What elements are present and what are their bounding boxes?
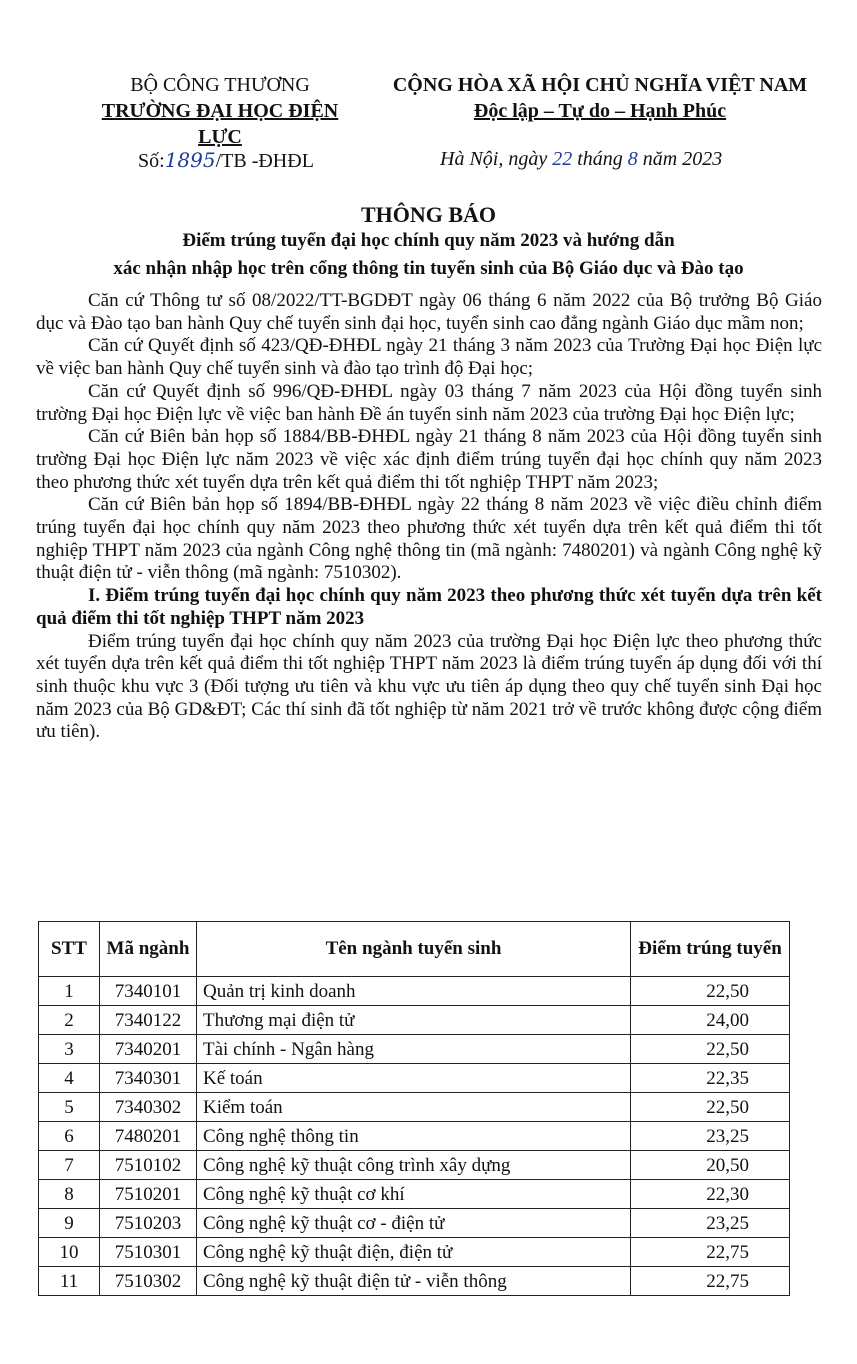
notice-body: [36, 290, 822, 744]
column-header: Mã ngành: [100, 922, 197, 977]
handwritten-day: 22: [552, 148, 573, 170]
national-heading: [360, 72, 840, 124]
issuer-block: [80, 72, 360, 150]
paragraph: Điểm trúng tuyển đại học chính quy năm 2023 của trường Đại học Điện lực theo phương thức xét tuyển dựa trên kết quả điểm thi tốt nghiệp THPT năm 2023 là điểm trúng tuyển áp dụng đối với thí sinh thuộc khu vực 3 (Đối tượng ưu tiên và khu vực ưu tiên áp dụng theo quy chế tuyển sinh Đại học năm 2023 của Bộ GD&ĐT; Các thí sinh đã tốt nghiệp từ năm 2021 trở về trước không được cộng điểm ưu tiên).: [36, 630, 822, 743]
notice-subtitle-line2: xác nhận nhập học trên cổng thông tin tuyển sinh của Bộ Giáo dục và Đào tạo: [113, 258, 744, 279]
table-row: 1 7340101 Quản trị kinh doanh 22,50: [39, 977, 790, 1006]
admission-scores-table: [38, 921, 790, 1296]
ministry-name: BỘ CÔNG THƯƠNG: [130, 74, 310, 96]
handwritten-month: 8: [627, 148, 638, 170]
table-header-row: [39, 922, 790, 977]
notice-title: THÔNG BÁO: [360, 202, 497, 227]
table-row: 5 7340302 Kiểm toán 22,50: [39, 1093, 790, 1122]
column-header: Điểm trúng tuyển: [631, 922, 790, 977]
table-row: 7 7510102 Công nghệ kỹ thuật công trình xây dựng 20,50: [39, 1151, 790, 1180]
table-row: 3 7340201 Tài chính - Ngân hàng 22,50: [39, 1035, 790, 1064]
section-heading: I. Điểm trúng tuyển đại học chính quy năm 2023 theo phương thức xét tuyển dựa trên kết quả điểm thi tốt nghiệp THPT năm 2023: [36, 585, 822, 629]
handwritten-number: 1895: [164, 148, 216, 172]
notice-subtitle-line1: Điểm trúng tuyển đại học chính quy năm 2023 và hướng dẫn: [182, 230, 675, 251]
paragraph: Căn cứ Biên bản họp số 1884/BB-ĐHĐL ngày 21 tháng 8 năm 2023 của Hội đồng tuyển sinh trường Đại học Điện lực năm 2023 về việc xác định điểm trúng tuyển đại học chính quy năm 2023 theo phương thức xét tuyển dựa trên kết quả điểm thi tốt nghiệp THPT năm 2023;: [36, 426, 822, 493]
motto: Độc lập – Tự do – Hạnh Phúc: [473, 100, 727, 122]
paragraph: Căn cứ Quyết định số 423/QĐ-ĐHĐL ngày 21 tháng 3 năm 2023 của Trường Đại học Điện lực về việc ban hành Quy chế tuyển sinh và đào tạo trình độ Đại học;: [36, 335, 822, 380]
country-name: CỘNG HÒA XÃ HỘI CHỦ NGHĨA VIỆT NAM: [392, 74, 808, 96]
table-row: 9 7510203 Công nghệ kỹ thuật cơ - điện tử 23,25: [39, 1209, 790, 1238]
table-row: 6 7480201 Công nghệ thông tin 23,25: [39, 1122, 790, 1151]
paragraph: Căn cứ Biên bản họp số 1894/BB-ĐHĐL ngày 22 tháng 8 năm 2023 về việc điều chỉnh điểm trúng tuyển đại học chính quy năm 2023 theo phương thức xét tuyển dựa trên kết quả điểm thi tốt nghiệp THPT năm 2023 của ngành Công nghệ thông tin (mã ngành: 7480201) và ngành Công nghệ kỹ thuật điện tử - viễn thông (mã ngành: 7510302).: [36, 494, 822, 584]
school-name: TRƯỜNG ĐẠI HỌC ĐIỆN LỰC: [101, 100, 339, 148]
column-header: STT: [39, 922, 100, 977]
table-row: 4 7340301 Kế toán 22,35: [39, 1064, 790, 1093]
document-number: Số:1895/TB -ĐHĐL: [138, 148, 314, 172]
table-row: 2 7340122 Thương mại điện tử 24,00: [39, 1006, 790, 1035]
table-row: 10 7510301 Công nghệ kỹ thuật điện, điện tử 22,75: [39, 1238, 790, 1267]
column-header: Tên ngành tuyển sinh: [197, 922, 631, 977]
paragraph: Căn cứ Thông tư số 08/2022/TT-BGDĐT ngày 06 tháng 6 năm 2022 của Bộ trưởng Bộ Giáo dục và Đào tạo ban hành Quy chế tuyển sinh đại học, tuyển sinh cao đẳng ngành Giáo dục mầm non;: [36, 290, 822, 334]
table-row: 8 7510201 Công nghệ kỹ thuật cơ khí 22,30: [39, 1180, 790, 1209]
document-date: Hà Nội, ngày 22 tháng 8 năm 2023: [440, 148, 723, 170]
paragraph: Căn cứ Quyết định số 996/QĐ-ĐHĐL ngày 03 tháng 7 năm 2023 của Hội đồng tuyển sinh trường Đại học Điện lực về việc ban hành Đề án tuyển sinh năm 2023 của trường Đại học Điện lực;: [36, 380, 822, 425]
table-row: 11 7510302 Công nghệ kỹ thuật điện tử - viễn thông 22,75: [39, 1267, 790, 1296]
